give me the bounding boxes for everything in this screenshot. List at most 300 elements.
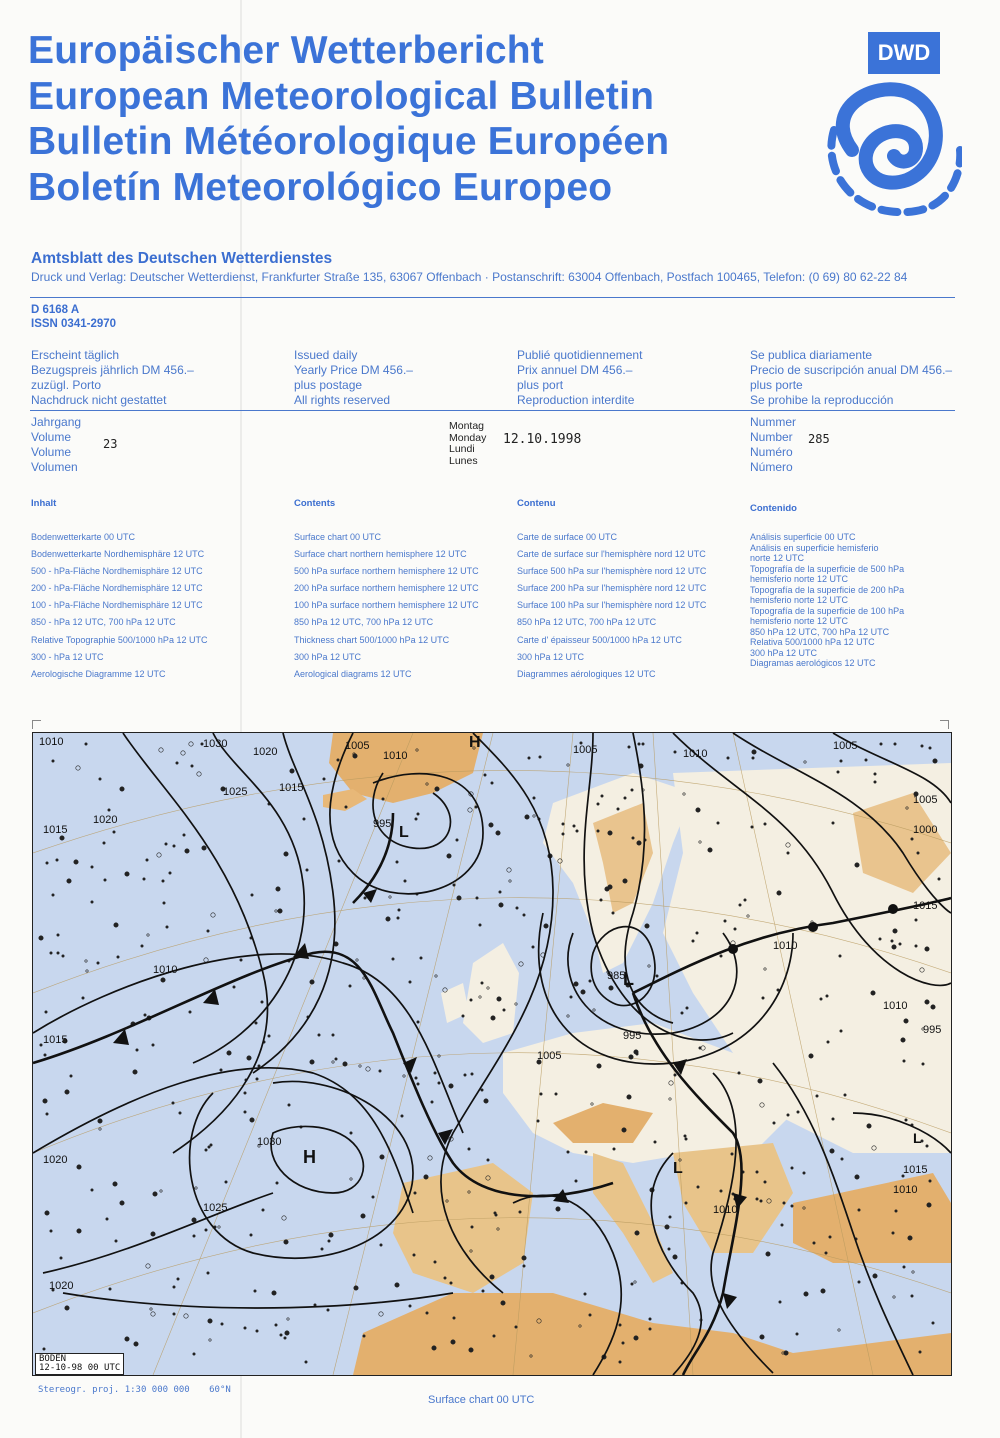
contents-item: Topografía de la superficie de 100 hPa [750, 605, 905, 616]
station-dot [491, 782, 493, 784]
station-dot [57, 952, 59, 954]
station-dot [173, 1286, 175, 1288]
station-dot [327, 1309, 329, 1311]
station-dot [629, 1055, 633, 1059]
station-dot [396, 861, 398, 863]
station-dot [929, 747, 931, 749]
contents-item: Thickness chart 500/1000 hPa 12 UTC [294, 634, 450, 645]
station-dot [837, 771, 839, 773]
station-dot [453, 884, 455, 886]
station-dot [832, 1118, 834, 1120]
station-dot [766, 1252, 770, 1256]
station-dot [840, 760, 842, 762]
station-dot [379, 1070, 381, 1072]
title-es: Boletín Meteorológico Europeo [28, 165, 613, 209]
station-dot [858, 1209, 860, 1211]
contents-item: Bodenwetterkarte Nordhemisphäre 12 UTC [31, 549, 205, 560]
isobar-label: 1005 [537, 1050, 562, 1062]
station-dot [612, 912, 614, 914]
station-dot [919, 1351, 921, 1353]
station-dot [826, 995, 828, 997]
station-dot [760, 1335, 764, 1339]
station-dot [450, 1282, 452, 1284]
station-dot [809, 1054, 813, 1058]
sub-line: Publié quotidiennement [517, 348, 643, 362]
station-dot [637, 841, 641, 845]
station-dot [258, 1065, 260, 1067]
station-dot [415, 1077, 417, 1079]
sub-line: plus porte [750, 378, 803, 392]
station-dot [335, 1058, 337, 1060]
station-dot [925, 947, 929, 951]
station-dot [77, 1165, 81, 1169]
station-dot [734, 928, 736, 930]
contents-item: Relativa 500/1000 hPa 12 UTC [750, 637, 875, 647]
station-dot [177, 1278, 179, 1280]
station-dot [191, 765, 193, 767]
station-dot [306, 869, 308, 871]
station-dot [104, 879, 106, 881]
station-dot [686, 1007, 688, 1009]
station-dot [314, 1304, 316, 1306]
station-dot [426, 1312, 428, 1314]
sub-line: Se prohibe la reproducción [750, 393, 894, 407]
station-dot [636, 1053, 638, 1055]
weekday-label: Lunes [449, 454, 478, 467]
station-dot [284, 1337, 286, 1339]
station-dot [349, 985, 351, 987]
station-dot [305, 1361, 307, 1363]
station-dot [874, 781, 876, 783]
contents-item: 850 hPa 12 UTC, 700 hPa 12 UTC [750, 626, 890, 637]
station-dot [720, 955, 722, 957]
contents-list-de [31, 529, 207, 683]
sub-line: Bezugspreis jährlich DM 456.– [31, 363, 194, 377]
station-dot [272, 1291, 276, 1295]
title-en: European Meteorological Bulletin [28, 74, 655, 118]
station-dot [386, 917, 390, 921]
dwd-logo-text: DWD [868, 32, 940, 74]
contents-list-en [294, 529, 479, 683]
station-dot [673, 1255, 677, 1259]
contents-item: 200 - hPa-Fläche Nordhemisphäre 12 UTC [31, 583, 203, 594]
station-dot [43, 1348, 45, 1350]
station-dot [276, 887, 280, 891]
station-dot [45, 1211, 49, 1215]
station-dot [227, 1051, 231, 1055]
station-dot [183, 834, 185, 836]
isobar-label: 1025 [203, 1202, 228, 1214]
station-dot [288, 1104, 290, 1106]
station-dot [791, 1167, 793, 1169]
station-dot [685, 1202, 687, 1204]
station-dot [867, 1124, 871, 1128]
title-fr: Bulletin Météorologique Européen [28, 120, 670, 163]
title-de: Europäischer Wetterbericht [28, 29, 544, 72]
isobar-label: 1015 [913, 900, 938, 912]
contents-list-es [750, 532, 904, 669]
station-dot [634, 1336, 638, 1340]
station-dot [796, 1333, 798, 1335]
station-dot [453, 1317, 455, 1319]
station-dot [343, 1062, 347, 1066]
sub-line: Se publica diariamente [750, 348, 873, 362]
subscription-en [294, 348, 413, 408]
station-dot [113, 1182, 117, 1186]
number-label: Numéro [750, 445, 793, 459]
station-dot [821, 1289, 825, 1293]
isobar-label: 1005 [573, 744, 598, 756]
station-dot [256, 1330, 258, 1332]
station-dot [176, 762, 178, 764]
station-dot [638, 743, 640, 745]
station-dot [762, 997, 764, 999]
station-dot [537, 1120, 539, 1122]
station-dot [895, 1210, 897, 1212]
station-dot [153, 1192, 157, 1196]
station-dot [797, 1111, 799, 1113]
contents-item: Carte de surface 00 UTC [517, 532, 618, 542]
contents-item: 850 hPa 12 UTC, 700 hPa 12 UTC [517, 617, 657, 628]
station-dot [827, 1041, 829, 1043]
station-dot [244, 1327, 246, 1329]
isobar-label: 995 [923, 1024, 942, 1036]
station-dot [589, 1314, 591, 1316]
station-dot [56, 859, 58, 861]
station-dot [533, 797, 535, 799]
isobar-label: 1000 [913, 824, 938, 836]
station-dot [193, 1353, 195, 1355]
contents-heading-de: Inhalt [31, 498, 57, 509]
station-dot [899, 943, 901, 945]
contents-item: Surface chart 00 UTC [294, 532, 382, 542]
station-dot [656, 975, 658, 977]
station-dot [162, 880, 164, 882]
station-dot [250, 1118, 254, 1122]
station-dot [922, 1063, 924, 1065]
station-dot [905, 1119, 907, 1121]
station-dot [515, 1326, 517, 1328]
divider [30, 297, 955, 298]
station-dot [60, 1257, 62, 1259]
station-dot [50, 1230, 52, 1232]
number-label: Nummer [750, 415, 797, 429]
contents-item: hemisferio norte 12 UTC [750, 574, 849, 584]
contents-heading-es: Contenido [750, 503, 797, 514]
station-dot [329, 1233, 333, 1237]
station-dot [395, 1283, 399, 1287]
station-dot [479, 924, 481, 926]
sub-line: Prix annuel DM 456.– [517, 363, 633, 377]
station-dot [462, 1015, 464, 1017]
isobar-label: 1005 [913, 794, 938, 806]
station-dot [392, 958, 394, 960]
station-dot [927, 1203, 931, 1207]
station-dot [685, 1138, 687, 1140]
station-dot [903, 1266, 905, 1268]
high-pressure-center: H [303, 1147, 316, 1167]
station-dot [113, 831, 115, 833]
registry-code: D 6168 A [31, 304, 80, 316]
station-dot [489, 823, 493, 827]
high-pressure-center: H [469, 734, 481, 751]
isobar-label: 1020 [253, 746, 278, 758]
station-dot [925, 1000, 929, 1004]
sub-line: zuzügl. Porto [31, 378, 102, 392]
station-dot [210, 1144, 212, 1146]
station-dot [353, 754, 357, 758]
station-dot [179, 1112, 181, 1114]
contents-item: Análisis superficie 00 UTC [750, 532, 856, 542]
surface-chart [32, 732, 952, 1376]
station-dot [303, 818, 305, 820]
station-dot [401, 1115, 403, 1117]
station-dot [839, 955, 841, 957]
sub-line: Yearly Price DM 456.– [294, 363, 413, 377]
station-dot [91, 901, 93, 903]
station-dot [764, 823, 766, 825]
station-dot [597, 830, 599, 832]
chart-stamp [35, 1353, 124, 1375]
station-dot [97, 962, 99, 964]
station-dot [783, 1202, 785, 1204]
station-dot [649, 1318, 651, 1320]
station-dot [938, 878, 940, 880]
station-dot [268, 1035, 270, 1037]
station-dot [584, 1293, 586, 1295]
station-dot [697, 1186, 699, 1188]
station-dot [752, 757, 754, 759]
station-dot [354, 1286, 358, 1290]
volume-label: Volume [31, 445, 72, 459]
station-dot [338, 860, 340, 862]
station-dot [414, 1192, 416, 1194]
station-dot [777, 989, 779, 991]
station-dot [189, 1011, 191, 1013]
station-dot [803, 1172, 805, 1174]
station-dot [760, 1200, 762, 1202]
contents-item: 850 - hPa 12 UTC, 700 hPa 12 UTC [31, 617, 176, 628]
station-dot [567, 1151, 569, 1153]
station-dot [503, 1009, 505, 1011]
volume-value: 23 [103, 437, 118, 451]
volume-labels [31, 415, 81, 475]
station-dot [65, 1306, 69, 1310]
station-dot [435, 787, 439, 791]
station-dot [669, 1216, 671, 1218]
station-dot [696, 932, 698, 934]
station-dot [250, 1234, 252, 1236]
station-dot [931, 1005, 935, 1009]
contents-item: Aerologische Diagramme 12 UTC [31, 668, 166, 679]
station-dot [262, 1209, 264, 1211]
publisher-address: Druck und Verlag: Deutscher Wetterdienst, Frankfurter Straße 135, 63067 Offenbach · Postanschrift: 63004 Offenbach, Postfach 100465, Telefon: (0 69) 80 62-22 84 [31, 270, 908, 284]
subscription-fr [517, 348, 642, 408]
crop-mark [940, 720, 949, 729]
station-dot [487, 1159, 489, 1161]
station-dot [221, 1323, 223, 1325]
station-dot [523, 914, 525, 916]
station-dot [873, 1274, 877, 1278]
station-dot [380, 1155, 384, 1159]
station-dot [915, 919, 917, 921]
station-dot [829, 1236, 831, 1238]
crop-mark [32, 720, 41, 729]
sub-line: Erscheint täglich [31, 348, 120, 362]
low-pressure-center: L [913, 1130, 922, 1146]
station-dot [161, 978, 165, 982]
station-dot [220, 1069, 222, 1071]
weekday-label: Lundi [449, 443, 475, 455]
station-dot [855, 1175, 859, 1179]
station-dot [493, 1335, 495, 1337]
low-pressure-center: L [623, 969, 634, 989]
station-dot [665, 1225, 669, 1229]
station-dot [449, 1084, 453, 1088]
station-dot [82, 997, 84, 999]
contents-item: Surface 200 hPa sur l'hemisphère nord 12 UTC [517, 583, 707, 594]
station-dot [589, 980, 591, 982]
station-dot [892, 945, 896, 949]
station-dot [415, 818, 417, 820]
station-dot [632, 837, 634, 839]
station-dot [482, 1290, 484, 1292]
station-dot [525, 815, 529, 819]
station-dot [496, 831, 500, 835]
station-dot [469, 1348, 473, 1352]
station-dot [185, 849, 189, 853]
projection-scale: Stereogr. proj. 1:30 000 000 [38, 1385, 190, 1395]
station-dot [434, 1072, 436, 1074]
station-dot [804, 1292, 808, 1296]
contents-item: 100 hPa surface northern hemisphere 12 UTC [294, 600, 479, 611]
projection-note [38, 1385, 231, 1395]
station-dot [813, 1242, 815, 1244]
station-dot [409, 981, 411, 983]
station-dot [929, 1180, 931, 1182]
subscription-es [750, 348, 952, 408]
station-dot [125, 1337, 129, 1341]
station-dot [397, 917, 399, 919]
station-dot [681, 1012, 683, 1014]
station-dot [361, 1214, 365, 1218]
contents-item: hemisferio norte 12 UTC [750, 595, 849, 605]
station-dot [555, 1093, 557, 1095]
station-dot [556, 1207, 560, 1211]
station-dot [151, 1232, 155, 1236]
sub-line: All rights reserved [294, 393, 391, 407]
station-dot [631, 1283, 633, 1285]
station-dot [894, 743, 896, 745]
station-dot [65, 1090, 69, 1094]
station-dot [573, 825, 575, 827]
station-dot [247, 1056, 251, 1060]
station-dot [562, 823, 564, 825]
station-dot [617, 808, 619, 810]
station-dot [447, 854, 451, 858]
isobar-label: 1030 [257, 1136, 282, 1148]
station-dot [141, 945, 143, 947]
isobar-label: 1010 [893, 1184, 918, 1196]
station-dot [764, 1181, 766, 1183]
station-dot [173, 845, 175, 847]
station-dot [627, 1095, 631, 1099]
station-dot [404, 880, 406, 882]
contents-item: Relative Topographie 500/1000 hPa 12 UTC [31, 634, 208, 645]
station-dot [608, 831, 612, 835]
station-dot [622, 1128, 626, 1132]
station-dot [382, 798, 384, 800]
station-dot [451, 1340, 455, 1344]
station-dot [285, 1331, 289, 1335]
station-dot [62, 955, 64, 957]
station-dot [832, 822, 834, 824]
dwd-spiral-logo-icon [812, 30, 962, 220]
station-dot [163, 902, 165, 904]
contents-item: 200 hPa surface northern hemisphere 12 UTC [294, 583, 479, 594]
station-dot [471, 1226, 473, 1228]
station-dot [597, 1064, 601, 1068]
station-dot [756, 1198, 758, 1200]
contents-item: 300 - hPa 12 UTC [31, 651, 104, 662]
station-dot [540, 1093, 542, 1095]
station-dot [172, 1102, 174, 1104]
station-dot [791, 1205, 793, 1207]
contents-item: norte 12 UTC [750, 553, 805, 563]
station-dot [350, 1132, 352, 1134]
station-dot [645, 924, 649, 928]
station-dot [623, 879, 627, 883]
station-dot [70, 1075, 72, 1077]
station-dot [825, 1252, 827, 1254]
station-dot [820, 998, 822, 1000]
chart-caption: Surface chart 00 UTC [428, 1394, 535, 1406]
station-dot [674, 1074, 676, 1076]
station-dot [911, 838, 913, 840]
station-dot [380, 1244, 382, 1246]
station-dot [318, 1034, 320, 1036]
station-dot [495, 1214, 497, 1216]
station-dot [103, 842, 105, 844]
station-dot [654, 1141, 656, 1143]
station-dot [893, 929, 897, 933]
station-dot [781, 1224, 783, 1226]
station-dot [202, 846, 206, 850]
volume-label: Volume [31, 430, 72, 444]
station-dot [481, 982, 483, 984]
station-dot [143, 878, 145, 880]
station-dot [628, 746, 630, 748]
station-dot [152, 1044, 154, 1046]
station-dot [539, 756, 541, 758]
contents-item: 500 - hPa-Fläche Nordhemisphäre 12 UTC [31, 566, 203, 577]
station-dot [470, 999, 472, 1001]
station-dot [684, 1135, 686, 1137]
station-dot [696, 808, 700, 812]
station-dot [484, 1099, 488, 1103]
station-dot [891, 940, 893, 942]
station-dot [225, 1181, 227, 1183]
station-dot [345, 806, 347, 808]
isobar-label: 995 [623, 1030, 642, 1042]
station-dot [751, 826, 753, 828]
low-pressure-center: L [399, 824, 409, 841]
station-dot [917, 852, 919, 854]
station-dot [544, 924, 548, 928]
number-labels [750, 415, 796, 475]
station-dot [499, 891, 501, 893]
station-dot [724, 920, 726, 922]
